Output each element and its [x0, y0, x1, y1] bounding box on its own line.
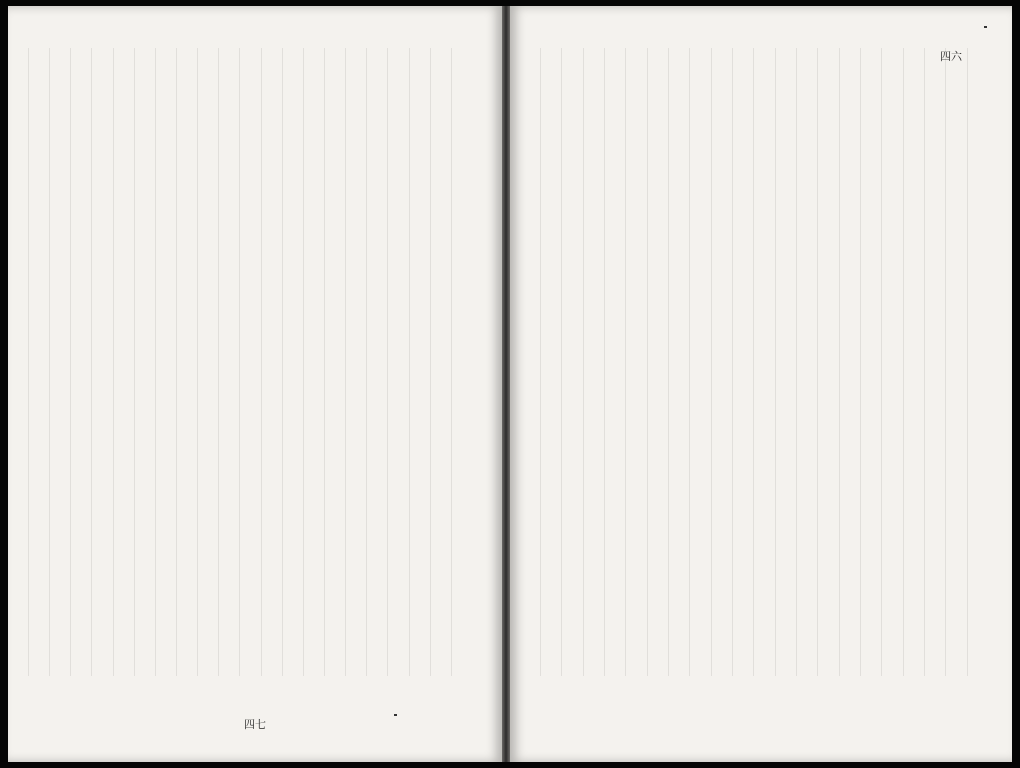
text-column — [860, 48, 877, 676]
text-column — [839, 48, 856, 676]
text-column — [583, 48, 600, 676]
book-gutter — [502, 6, 510, 762]
text-column — [409, 48, 426, 676]
text-column — [28, 48, 45, 676]
text-column — [324, 48, 341, 676]
left-page-number: 四七 — [244, 718, 266, 731]
text-column — [70, 48, 87, 676]
text-column — [604, 48, 621, 676]
text-column — [430, 48, 447, 676]
text-column — [387, 48, 404, 676]
left-text-block — [28, 48, 468, 676]
text-column — [155, 48, 172, 676]
text-column — [689, 48, 706, 676]
text-column — [261, 48, 278, 676]
text-column — [561, 48, 578, 676]
text-column — [711, 48, 728, 676]
text-column — [239, 48, 256, 676]
left-page — [8, 6, 502, 762]
text-column — [817, 48, 834, 676]
text-column — [451, 48, 468, 676]
book-spread — [8, 6, 1012, 762]
text-column — [775, 48, 792, 676]
text-column — [134, 48, 151, 676]
text-column — [197, 48, 214, 676]
text-column — [345, 48, 362, 676]
text-column — [881, 48, 898, 676]
text-column — [176, 48, 193, 676]
text-column — [668, 48, 685, 676]
text-column — [540, 48, 557, 676]
text-column — [796, 48, 813, 676]
text-column — [366, 48, 383, 676]
text-column — [753, 48, 770, 676]
text-column — [967, 48, 984, 676]
scan-speck — [984, 26, 987, 28]
scan-speck — [394, 714, 397, 716]
text-column — [91, 48, 108, 676]
text-column — [218, 48, 235, 676]
text-column — [945, 48, 962, 676]
text-column — [282, 48, 299, 676]
right-page — [510, 6, 1012, 762]
text-column — [924, 48, 941, 676]
text-column — [303, 48, 320, 676]
text-column — [113, 48, 130, 676]
text-column — [625, 48, 642, 676]
text-column — [647, 48, 664, 676]
right-text-block — [540, 48, 984, 676]
text-column — [903, 48, 920, 676]
text-column — [732, 48, 749, 676]
right-page-number: 四六 — [940, 50, 962, 63]
text-column — [49, 48, 66, 676]
